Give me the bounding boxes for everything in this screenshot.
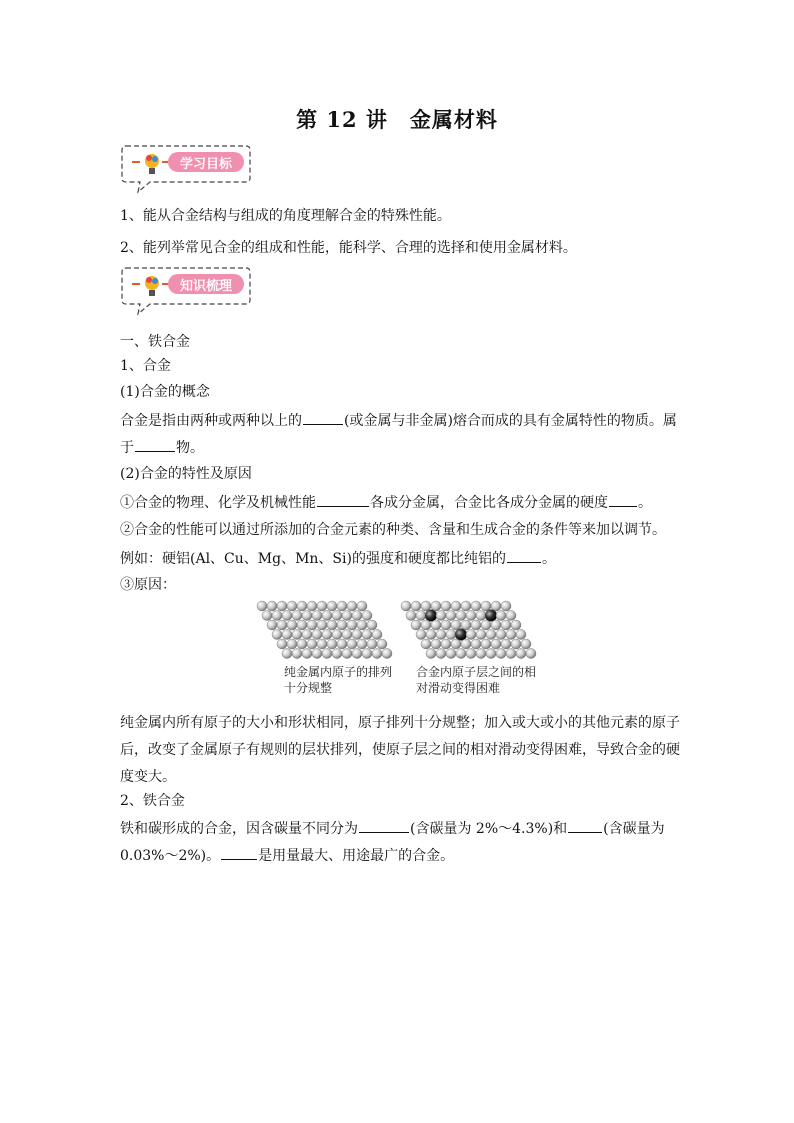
metal-atom [411,620,421,630]
metal-atom [466,611,476,621]
section-heading: 一、铁合金 [120,334,190,350]
metal-atom [451,639,461,649]
fill-blank [317,492,369,507]
metal-atom [431,639,441,649]
metal-atom [406,611,416,621]
metal-atom [471,620,481,630]
metal-atom [481,620,491,630]
metal-atom [456,611,466,621]
metal-atom [481,639,491,649]
alloy-atom [485,610,497,622]
iron-alloy-line-2 [120,845,680,866]
concept-text-c: 于 [120,440,134,456]
concept-heading: (1)合金的概念 [120,384,210,400]
property-1 [120,492,680,513]
metal-atom [416,630,426,640]
alloy-atom [455,629,467,641]
goal-1: 1、能从合金结构与组成的角度理解合金的特殊性能。 [120,208,451,224]
caption-alloy [416,664,536,696]
metal-atom [347,601,357,611]
metal-atom [471,639,481,649]
metal-atom [282,649,292,659]
metal-atom [372,649,382,659]
fill-blank [221,845,257,860]
metal-atom [327,620,337,630]
metal-atom [421,620,431,630]
atom-lattice-diagram [254,600,550,662]
learning-goals-badge [120,142,252,194]
properties-heading: (2)合金的特性及原因 [120,466,252,482]
metal-atom [526,649,536,659]
metal-atom [501,601,511,611]
caption-pure-metal-line-2: 十分规整 [284,681,333,695]
metal-atom [446,630,456,640]
metal-atom [282,630,292,640]
metal-atom [262,611,272,621]
concept-text-b: (或金属与非金属)熔合而成的具有金属特性的物质。属 [344,413,677,429]
knowledge-review-label: 知识梳理 [179,279,232,294]
metal-atom [511,639,521,649]
metal-atom [411,601,421,611]
metal-atom [496,611,506,621]
metal-atom [347,639,357,649]
page-title [0,104,794,134]
caption-alloy-line-1: 合金内原子层之间的相 [416,665,537,679]
property-2: ②合金的性能可以通过所添加的合金元素的种类、含量和生成合金的条件等来加以调节。 [120,522,666,538]
metal-atom [436,649,446,659]
title-lecture-number: 第 12 讲 [296,107,388,132]
metal-atom [466,649,476,659]
metal-atom [322,630,332,640]
metal-atom [307,639,317,649]
example-text-a: 例如：硬铝(Al、Cu、Mg、Mn、Si)的强度和硬度都比纯铝的 [120,551,506,567]
metal-atom [516,630,526,640]
metal-atom [431,620,441,630]
metal-atom [332,630,342,640]
metal-atom [322,649,332,659]
metal-atom [451,601,461,611]
alloy-lattice [401,601,536,659]
metal-atom [506,649,516,659]
metal-atom [362,630,372,640]
metal-atom [277,601,287,611]
metal-atom [446,649,456,659]
metal-atom [302,649,312,659]
metal-atom [466,630,476,640]
metal-atom [277,639,287,649]
metal-atom [312,611,322,621]
learning-goals-label: 学习目标 [179,157,232,172]
metal-atom [287,601,297,611]
metal-atom [297,601,307,611]
metal-atom [501,639,511,649]
metal-atom [257,601,267,611]
metal-atom [272,611,282,621]
metal-atom [337,601,347,611]
metal-atom [461,639,471,649]
subsection-alloy: 1、合金 [120,358,171,374]
metal-atom [506,611,516,621]
metal-atom [297,639,307,649]
atom-arrangement-figure [254,600,550,700]
alloy-atom [425,610,437,622]
metal-atom [362,649,372,659]
explanation-paragraph [120,710,680,791]
metal-atom [362,611,372,621]
metal-atom [441,601,451,611]
metal-atom [491,620,501,630]
metal-atom [342,649,352,659]
metal-atom [496,630,506,640]
metal-atom [287,620,297,630]
metal-atom [476,611,486,621]
metal-atom [327,601,337,611]
metal-atom [367,639,377,649]
metal-atom [441,620,451,630]
metal-atom [506,630,516,640]
iron-text-a: 铁和碳形成的合金，因含碳量不同分为 [120,821,358,837]
metal-atom [501,620,511,630]
metal-atom [486,649,496,659]
property-1-text-c: 。 [638,495,652,511]
metal-atom [337,639,347,649]
metal-atom [332,611,342,621]
metal-atom [357,620,367,630]
iron-text-b: (含碳量为 2%～4.3%)和 [410,821,568,837]
metal-atom [267,620,277,630]
iron-text-e: 是用量最大、用途最广的合金。 [258,848,455,864]
metal-atom [282,611,292,621]
property-1-text-a: ①合金的物理、化学及机械性能 [120,495,316,511]
metal-atom [347,620,357,630]
metal-atom [357,601,367,611]
metal-atom [337,620,347,630]
metal-atom [416,611,426,621]
metal-atom [421,639,431,649]
metal-atom [312,630,322,640]
metal-atom [307,601,317,611]
knowledge-review-badge [120,264,252,316]
metal-atom [332,649,342,659]
example-text-b: 。 [541,551,556,567]
metal-atom [292,649,302,659]
concept-text-a: 合金是指由两种或两种以上的 [120,413,302,429]
metal-atom [511,620,521,630]
metal-atom [476,630,486,640]
fill-blank [303,410,343,425]
metal-atom [491,639,501,649]
metal-atom [441,639,451,649]
metal-atom [297,620,307,630]
fill-blank [135,437,175,452]
metal-atom [496,649,506,659]
metal-atom [342,611,352,621]
metal-atom [322,611,332,621]
metal-atom [372,630,382,640]
metal-atom [292,630,302,640]
explanation-line-2: 后，改变了金属原子有规则的层状排列，使原子层之间的相对滑动变得困难，导致合金的硬 [120,742,680,758]
metal-atom [302,630,312,640]
metal-atom [486,630,496,640]
metal-atom [461,601,471,611]
fill-blank [609,492,637,507]
metal-atom [521,639,531,649]
metal-atom [317,639,327,649]
caption-pure-metal [284,664,392,696]
example-line [120,548,680,569]
metal-atom [436,611,446,621]
metal-atom [287,639,297,649]
explanation-line-3: 度变大。 [120,769,176,785]
iron-alloy-line-1 [120,818,680,839]
metal-atom [357,639,367,649]
caption-pure-metal-line-1: 纯金属内原子的排列 [284,665,393,679]
metal-atom [476,649,486,659]
metal-atom [352,649,362,659]
metal-atom [401,601,411,611]
concept-line-2 [120,437,680,458]
metal-atom [352,611,362,621]
metal-atom [277,620,287,630]
subsection-iron-alloy: 2、铁合金 [120,793,185,809]
iron-text-c: (含碳量为 [603,821,665,837]
metal-atom [367,620,377,630]
concept-text-d: 物。 [176,440,204,456]
metal-atom [327,639,337,649]
explanation-line-1: 纯金属内所有原子的大小和形状相同，原子排列十分规整；加入或大或小的其他元素的原子 [120,715,680,731]
concept-line-1 [120,410,680,431]
metal-atom [446,611,456,621]
fill-blank [568,818,602,833]
metal-atom [267,601,277,611]
metal-atom [342,630,352,640]
metal-atom [312,649,322,659]
metal-atom [516,649,526,659]
metal-atom [317,601,327,611]
metal-atom [377,639,387,649]
metal-atom [382,649,392,659]
iron-text-d: 0.03%～2%)。 [120,848,221,864]
metal-atom [292,611,302,621]
metal-atom [317,620,327,630]
metal-atom [302,611,312,621]
reason-label: ③原因： [120,577,176,593]
fill-blank [507,548,541,563]
metal-atom [436,630,446,640]
metal-atom [471,601,481,611]
goal-2: 2、能列举常见合金的组成和性能，能科学、合理的选择和使用金属材料。 [120,240,577,256]
property-1-text-b: 各成分金属，合金比各成分金属的硬度 [370,495,608,511]
metal-atom [426,649,436,659]
metal-atom [307,620,317,630]
pure-metal-lattice [257,601,392,659]
metal-atom [426,630,436,640]
metal-atom [352,630,362,640]
metal-atom [456,649,466,659]
caption-alloy-line-2: 对滑动变得困难 [416,681,501,695]
metal-atom [272,630,282,640]
title-topic: 金属材料 [409,107,498,132]
fill-blank [359,818,409,833]
